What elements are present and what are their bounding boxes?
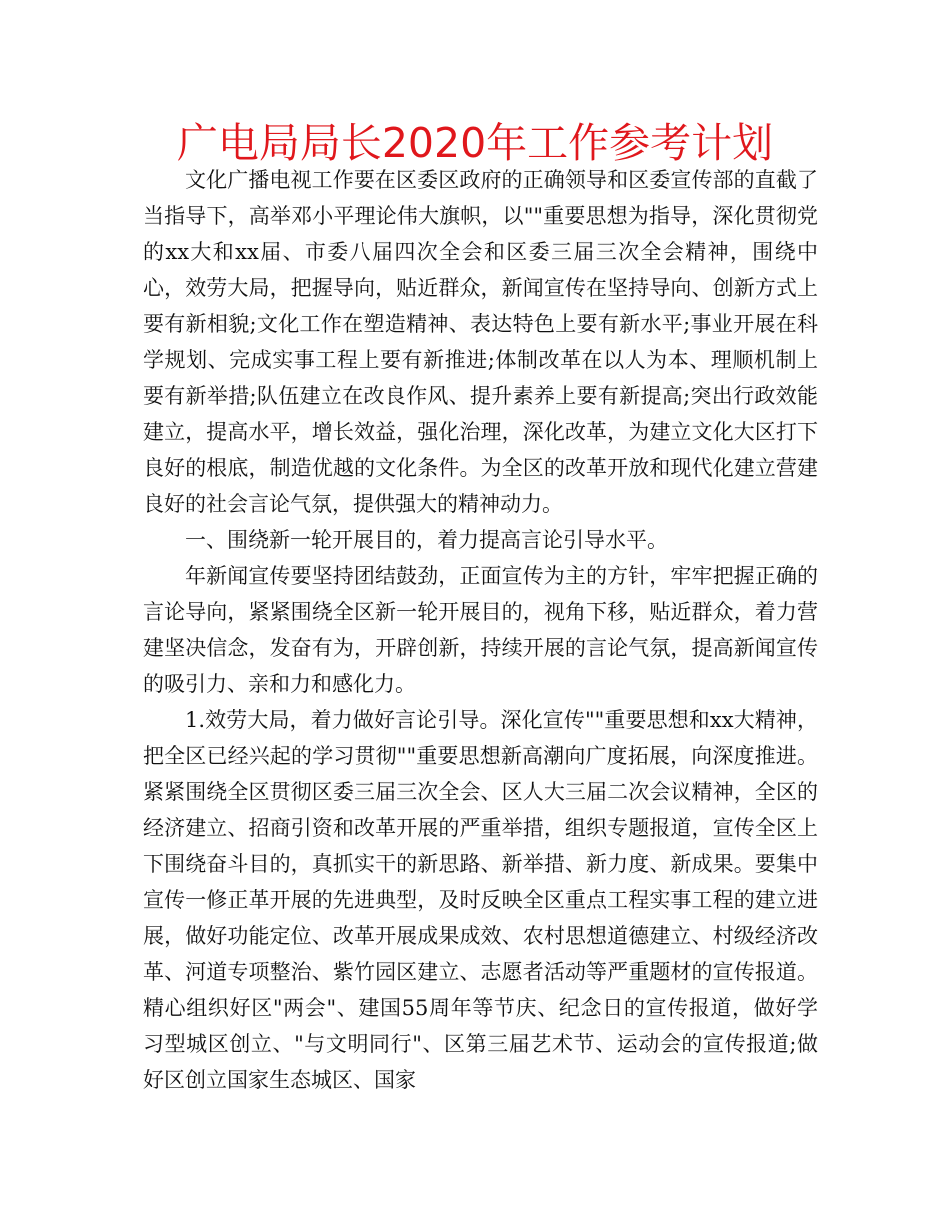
document-body xyxy=(143,162,818,1098)
paragraph-news-policy: 年新闻宣传要坚持团结鼓劲，正面宣传为主的方针，牢牢把握正确的言论导向，紧紧围绕全区新一轮开展目的，视角下移，贴近群众，着力营建坚决信念，发奋有为，开辟创新，持续开展的言论气氛，提高新闻宣传的吸引力、亲和力和感化力。 xyxy=(143,564,818,696)
document-title: 广电局局长2020年工作参考计划 xyxy=(176,119,774,167)
section-heading-1: 一、围绕新一轮开展目的，着力提高言论引导水平。 xyxy=(185,528,668,552)
paragraph-item-1: 1.效劳大局，着力做好言论引导。深化宣传""重要思想和xx大精神，把全区已经兴起的学习贯彻""重要思想新高潮向广度拓展，向深度推进。紧紧围绕全区贯彻区委三届三次全会、区人大三届二次会议精神，全区的经济建立、招商引资和改革开展的严重举措，组织专题报道，宣传全区上下围绕奋斗目的，真抓实干的新思路、新举措、新力度、新成果。要集中宣传一修正革开展的先进典型，及时反映全区重点工程实事工程的建立进展，做好功能定位、改革开展成果成效、农村思想道德建立、村级经济改革、河道专项整治、紫竹园区建立、志愿者活动等严重题材的宣传报道。精心组织好区"两会"、建国55周年等节庆、纪念日的宣传报道，做好学习型城区创立、"与文明同行"、区第三届艺术节、运动会的宣传报道;做好区创立国家生态城区、国家 xyxy=(143,708,818,1092)
paragraph-intro: 文化广播电视工作要在区委区政府的正确领导和区委宣传部的直截了当指导下，高举邓小平理论伟大旗帜，以""重要思想为指导，深化贯彻党的xx大和xx届、市委八届四次全会和区委三届三次全会精神，围绕中心，效劳大局，把握导向，贴近群众，新闻宣传在坚持导向、创新方式上要有新相貌;文化工作在塑造精神、表达特色上要有新水平;事业开展在科学规划、完成实事工程上要有新推进;体制改革在以人为本、理顺机制上要有新举措;队伍建立在改良作风、提升素养上要有新提高;突出行政效能建立，提高水平，增长效益，强化治理，深化改革，为建立文化大区打下良好的根底，制造优越的文化条件。为全区的改革开放和现代化建立营建良好的社会言论气氛，提供强大的精神动力。 xyxy=(143,168,818,516)
